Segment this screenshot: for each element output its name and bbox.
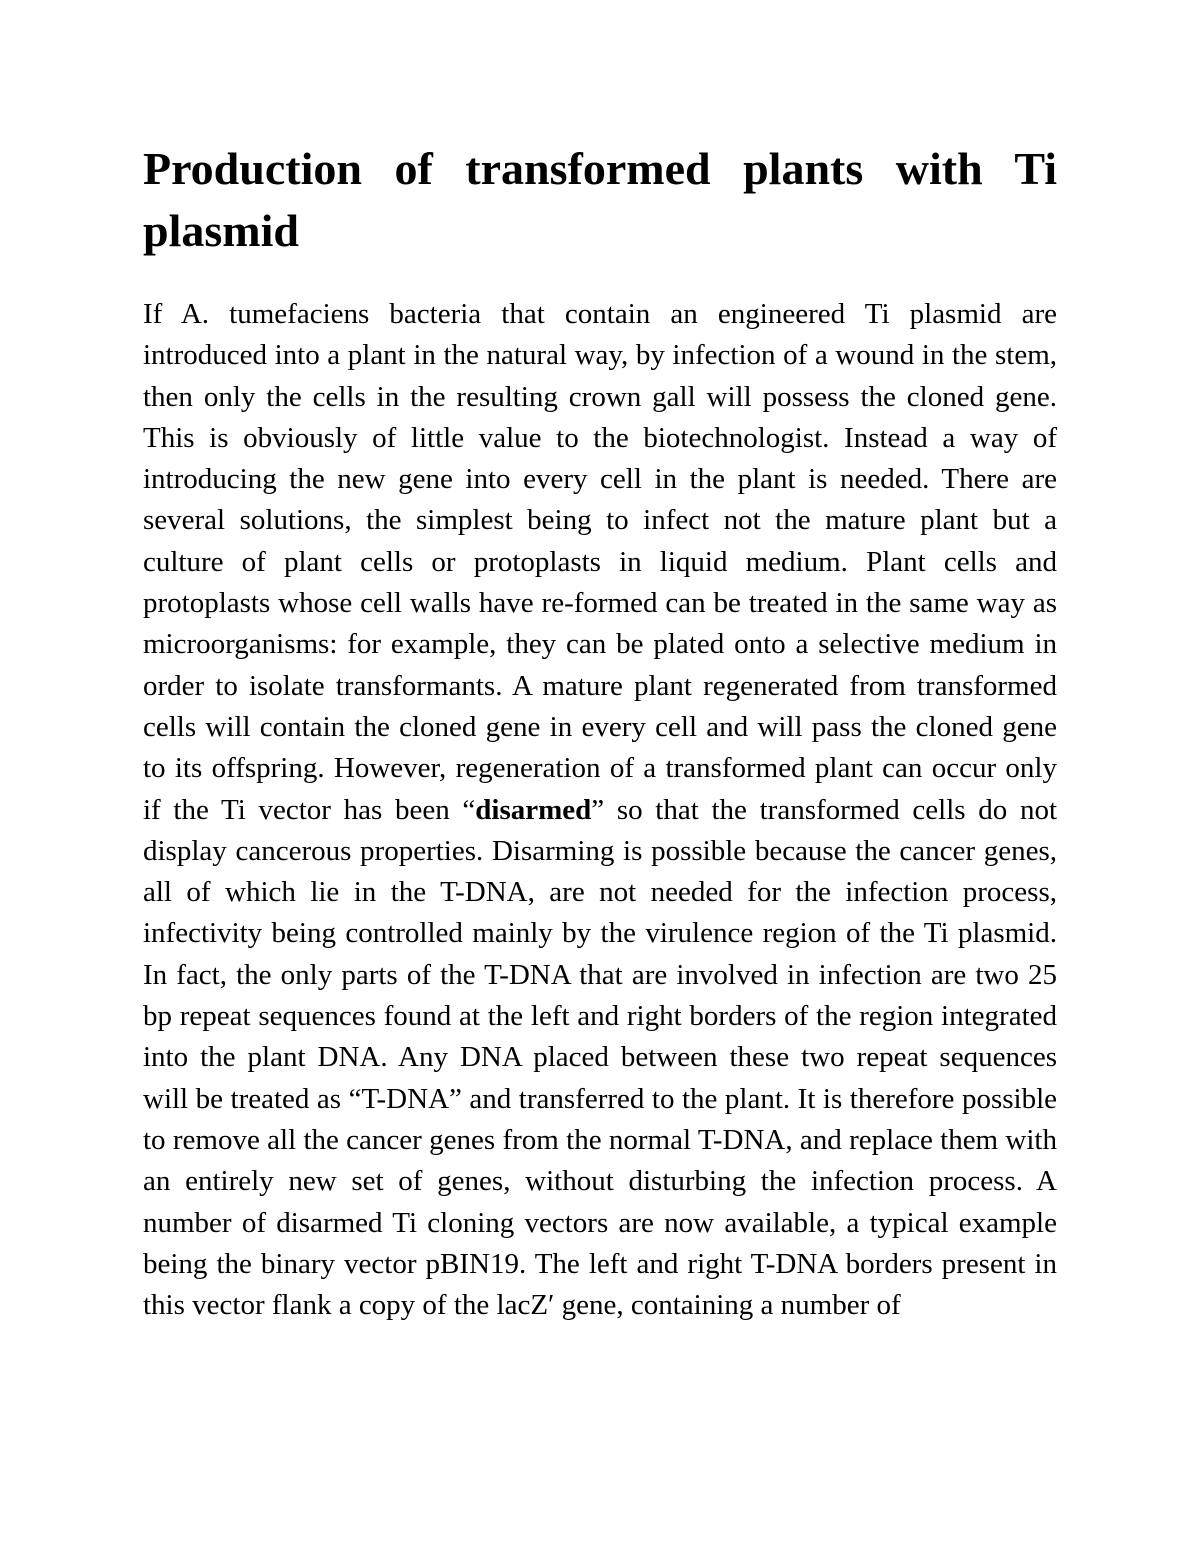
document-title: Production of transformed plants with Ti plasmid bbox=[143, 143, 1057, 256]
document-page bbox=[143, 138, 1057, 1326]
paragraph-text-part-1: If A. tumefaciens bacteria that contain an engineered Ti plasmid are introduced into a plant in the natural way, by infection of a wound in the stem, then only the cells in the resulting crown gall will possess the cloned gene. This is obviously of little value to the biotechnologist. Instead a way of introducing the new gene into every cell in the plant is needed. There are several solutions, the simplest being to infect not the mature plant but a culture of plant cells or protoplasts in liquid medium. Plant cells and protoplasts whose cell walls have re-formed can be treated in the same way as microorganisms: for example, they can be plated onto a selective medium in order to isolate transformants. A mature plant regenerated from transformed cells will contain the cloned gene in every cell and will pass the cloned gene to its offspring. However, regeneration of a transformed plant can occur only if the Ti vector has been “ bbox=[143, 298, 1057, 826]
body-paragraph bbox=[143, 294, 1057, 1326]
emphasized-term: disarmed bbox=[475, 793, 592, 826]
paragraph-text-part-2: ” so that the transformed cells do not display cancerous properties. Disarming is possible because the cancer genes, all of which lie in the T-DNA, are not needed for the infection process, infectivity being controlled mainly by the virulence region of the Ti plasmid. In fact, the only parts of the T-DNA that are involved in infection are two 25 bp repeat sequences found at the left and right borders of the region integrated into the plant DNA. Any DNA placed between these two repeat sequences will be treated as “T-DNA” and transferred to the plant. It is therefore possible to remove all the cancer genes from the normal T-DNA, and replace them with an entirely new set of genes, without disturbing the infection process. A number of disarmed Ti cloning vectors are now available, a typical example being the binary vector pBIN19. The left and right T-DNA borders present in this vector flank a copy of the lacZ′ gene, containing a number of bbox=[143, 793, 1057, 1322]
